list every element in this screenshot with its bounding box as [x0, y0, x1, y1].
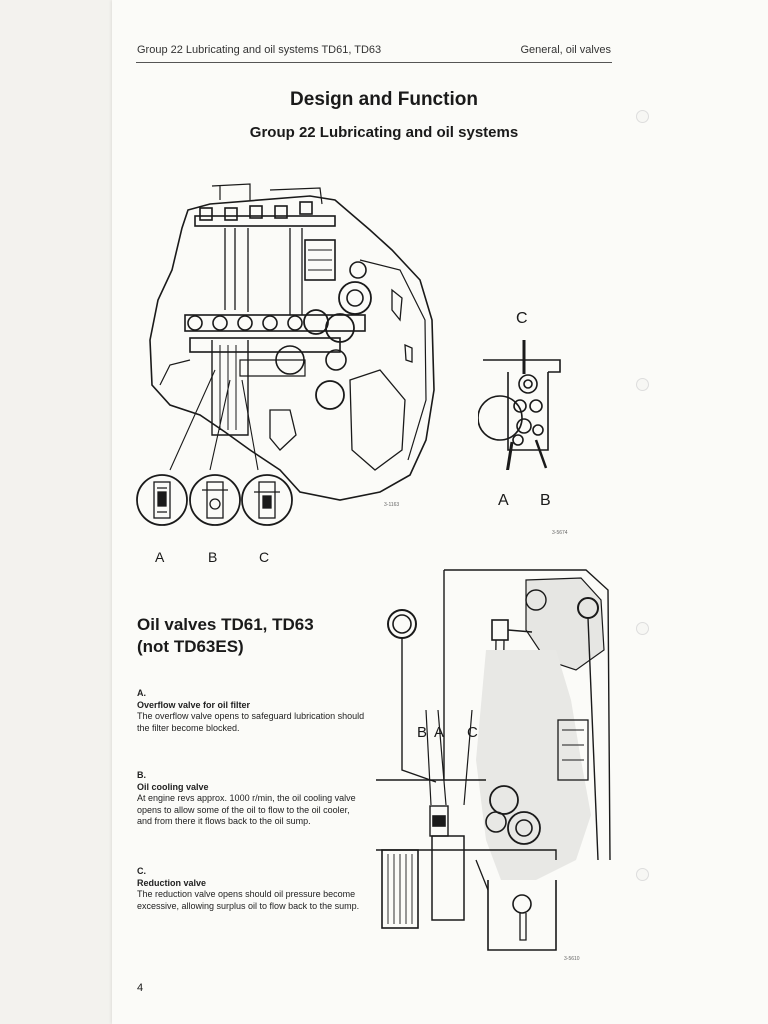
- header-left: Group 22 Lubricating and oil systems TD61, TD63: [137, 44, 382, 56]
- item-a: [137, 688, 367, 734]
- item-c-heading: Reduction valve: [137, 877, 207, 888]
- binder-hole: [636, 622, 649, 635]
- section-heading: [137, 614, 314, 658]
- binder-hole: [636, 110, 649, 123]
- item-c-text: The reduction valve opens should oil pressure become excessive, allowing surplus oil to flow back to the sump.: [137, 889, 360, 911]
- item-b: [137, 770, 367, 828]
- item-c-letter: C.: [137, 866, 146, 876]
- engine-lubrication-figure: [130, 170, 450, 570]
- figure3-label-b: B: [417, 724, 428, 741]
- oil-circuit-figure: [376, 560, 616, 970]
- figure1-label-c: C: [259, 549, 270, 565]
- figure1-code: 3-1163: [384, 502, 400, 508]
- binder-hole: [636, 868, 649, 881]
- binder-hole: [636, 378, 649, 391]
- valve-housing-figure: [478, 340, 568, 470]
- figure2-label-a: A: [498, 492, 509, 509]
- page-number: 4: [137, 982, 144, 994]
- item-a-heading: Overflow valve for oil filter: [137, 699, 251, 710]
- header-right: General, oil valves: [520, 44, 611, 56]
- figure2-code: 3-5674: [552, 530, 568, 536]
- item-b-letter: B.: [137, 770, 146, 780]
- page-subtitle: Group 22 Lubricating and oil systems: [249, 124, 519, 141]
- section-heading-line1: Oil valves TD61, TD63: [137, 615, 314, 634]
- item-b-heading: Oil cooling valve: [137, 781, 209, 792]
- item-c: [137, 866, 367, 912]
- header-rule: [136, 62, 612, 63]
- item-a-text: The overflow valve opens to safeguard lubrication should the filter become blocked.: [137, 711, 365, 733]
- figure1-label-a: A: [155, 549, 165, 565]
- figure3-label-a: A: [434, 724, 445, 741]
- item-a-letter: A.: [137, 688, 146, 698]
- figure2-label-b: B: [540, 492, 551, 509]
- figure3-code: 3-5610: [564, 956, 580, 962]
- figure3-label-c: C: [467, 724, 478, 741]
- item-b-text: At engine revs approx. 1000 r/min, the oil cooling valve opens to allow some of the oil to flow to the oil cooler, and from there it flows back to the oil sump.: [137, 793, 356, 826]
- figure2-label-c: C: [516, 310, 528, 327]
- page-title: Design and Function: [290, 89, 478, 110]
- figure1-label-b: B: [208, 549, 218, 565]
- section-heading-line2: (not TD63ES): [137, 637, 244, 656]
